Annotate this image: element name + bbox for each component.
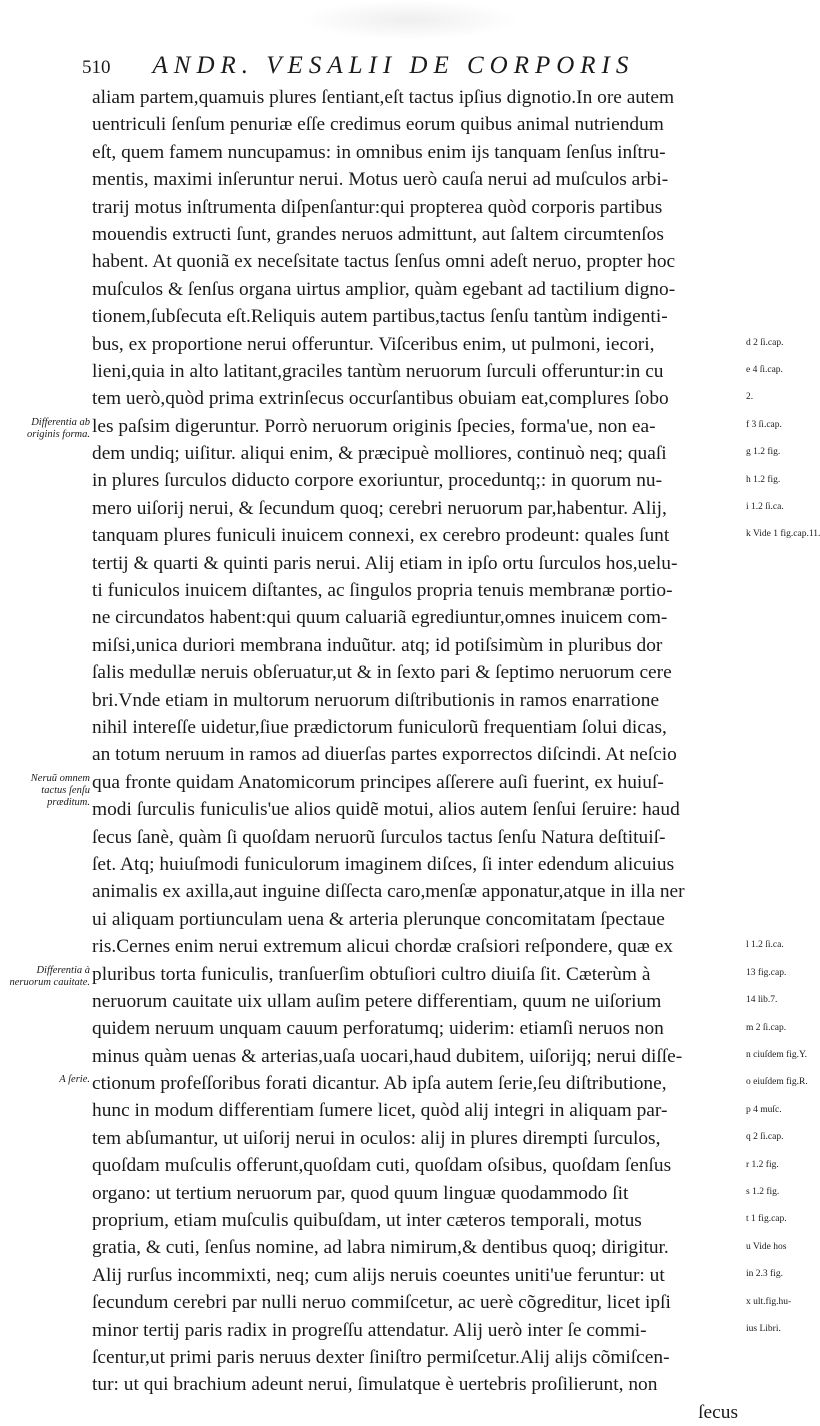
text-line: uentriculi ſenſum penuriæ eſſe credimus eorum quibus animal nutriendum <box>92 114 664 136</box>
text-line: lieni,quia in alto latitant,graciles tantùm neruorum ſurculi offeruntur:in cu <box>92 360 664 382</box>
text-line: ſet. Atq; huiuſmodi funiculorum imaginem diſces, ſi inter edendum alicuius <box>92 853 675 875</box>
text-line: ſecus ſanè, quàm ſi quoſdam neruorũ ſurculos tactus ſenſu Natura deſtituiſ- <box>92 826 666 848</box>
text-line: aliam partem,quamuis plures ſentiant,eſt tactus ipſius dignotio.In ore autem <box>92 87 675 108</box>
text-line: in plures ſurculos diducto corpore exoriuntur, proceduntq;: in quorum nu- <box>92 470 663 492</box>
text-line: minus quàm uenas & arterias,uaſa uocari,haud dubitem, uiſorijq; nerui diſſe- <box>92 1045 683 1067</box>
margin-reference: 2. <box>746 392 754 403</box>
text-line: ne circundatos habent:qui quum caluariã egrediuntur,omnes inuicem com- <box>92 607 668 629</box>
text-line: quoſdam muſculis offerunt,quoſdam cuti, quoſdam oſsibus, quoſdam ſenſus <box>92 1155 672 1177</box>
margin-reference: l 1.2 ſi.ca. <box>746 940 784 951</box>
text-line: ti funiculos inuicem diſtantes, ac ſingulos propria tenuis membranæ portio- <box>92 580 673 602</box>
margin-reference: h 1.2 fig. <box>746 474 781 485</box>
paper-stain <box>300 0 520 40</box>
folio-number: 510 <box>82 57 111 78</box>
text-line: an totum neruum in ramos ad diuerſas partes exporrectos diſcindi. At neſcio <box>92 744 677 766</box>
margin-reference: ius Libri. <box>746 1324 781 1334</box>
text-line: les paſsim digeruntur. Porrò neruorum originis ſpecies, forma'ue, non ea- <box>92 415 656 437</box>
text-line: bri.Vnde etiam in multorum neruorum diſtributionis in ramos enarratione <box>92 689 660 711</box>
margin-note: Differentia à neruorum cauitate. <box>9 964 90 988</box>
margin-reference: t 1 fig.cap. <box>746 1214 787 1225</box>
margin-reference: d 2 ſi.cap. <box>746 337 784 348</box>
text-line: neruorum cauitate uix ullam auſim petere differentiam, quum ne uiſorium <box>92 990 662 1012</box>
margin-note: Differentia ab originis forma. <box>26 416 90 440</box>
text-line: trarij motus inſtrumenta diſpenſantur:qui propterea quòd corporis partibus <box>92 196 663 218</box>
text-line: ris.Cernes enim nerui extremum alicui chordæ craſsiori reſpondere, quæ ex <box>92 936 673 958</box>
text-line: animalis ex axilla,aut inguine diſſecta caro,menſæ apponatur,atque in illa ner <box>92 881 685 903</box>
text-line: eſt, quem famem nuncupamus: in omnibus enim ijs tanquam ſenſus inſtru- <box>92 141 666 163</box>
text-line: gratia, & cuti, ſenſus nomine, ad labra nimirum,& dentibus quoq; dirigitur. <box>92 1237 669 1259</box>
text-line: tem abſumantur, ut uiſorij nerui in oculos: alij in plures dirempti ſurculos, <box>92 1127 661 1149</box>
margin-reference: u Vide hos <box>746 1241 787 1252</box>
text-line: tertij & quarti & quinti paris nerui. Alij etiam in ipſo ortu ſurculos hos,uelu- <box>92 552 678 574</box>
text-line: minor tertij paris radix in progreſſu attendatur. Alij uerò inter ſe commi- <box>92 1319 647 1341</box>
text-line: dem undiq; uiſitur. aliqui enim, & præcipuè molliores, continuò neq; quaſi <box>92 443 667 465</box>
margin-reference: i 1.2 ſi.ca. <box>746 502 784 512</box>
margin-note: A ſerie. <box>59 1074 90 1086</box>
text-line: hunc in modum differentiam ſumere licet, quòd alij integri in aliquam par- <box>92 1100 668 1122</box>
text-line: ſecundum cerebri par nulli neruo commiſcetur, ac uerè cõgreditur, licet ipſi <box>92 1292 671 1314</box>
text-line: mero uiſorij nerui, & ſecundum quoq; cerebri neruorum par,habentur. Alij, <box>92 497 667 519</box>
text-line: nihil intereſſe uidetur,ſiue prædictorum funiculorũ frequentiam ſolui dicas, <box>92 716 667 738</box>
margin-reference: e 4 ſi.cap. <box>746 365 783 375</box>
text-line: mentis, maximi inſeruntur nerui. Motus uerò cauſa nerui ad muſculos arbi- <box>92 169 669 191</box>
margin-reference: r 1.2 fig. <box>746 1159 779 1170</box>
margin-reference: n ciuſdem fig.Y. <box>746 1050 808 1060</box>
margin-reference: g 1.2 fig. <box>746 447 781 458</box>
margin-reference: s 1.2 fig. <box>746 1187 780 1197</box>
margin-reference: x ult.fig.hu- <box>746 1296 792 1307</box>
text-line: ſcentur,ut primi paris neruus dexter ſiniſtro permiſcetur.Alij alijs cõmiſcen- <box>92 1346 670 1368</box>
text-line: ſecus <box>698 1401 738 1423</box>
text-line: tur: ut qui brachium adeunt nerui, ſimulatque è uertebris proſilierunt, non <box>92 1374 658 1396</box>
text-line: ui aliquam portiunculam uena & arteria plerunque concomitatam ſpectaue <box>92 908 665 930</box>
text-line: muſculos & ſenſus organa uirtus amplior, quàm egebant ad tactilium digno- <box>92 278 676 300</box>
margin-reference: 14 lib.7. <box>746 995 778 1006</box>
text-line: quidem neruum unquam cauum perforatumq; uiderim: etiamſi neruos non <box>92 1018 664 1040</box>
margin-reference: p 4 muſc. <box>746 1104 782 1115</box>
text-line: proprium, etiam muſculis quibuſdam, ut inter cæteros temporali, motus <box>92 1210 642 1232</box>
margin-reference: k Vide 1 fig.cap.11. <box>746 529 820 540</box>
text-line: habent. At quoniã ex neceſsitate tactus ſenſus omni adeſt neruo, propter hoc <box>92 251 676 273</box>
margin-reference: f 3 ſi.cap. <box>746 419 782 430</box>
text-line: modi ſurculis funiculis'ue alios quidẽ motui, alios autem ſenſui ſeruire: haud <box>92 799 680 821</box>
text-line: organo: ut tertium neruorum par, quod quum linguæ quodammodo ſit <box>92 1182 629 1204</box>
text-line: mouendis extructi ſunt, grandes neruos admittunt, aut ſaltem circumtenſos <box>92 223 664 245</box>
margin-reference: 13 fig.cap. <box>746 967 787 978</box>
page-header <box>82 52 742 86</box>
margin-reference: in 2.3 fig. <box>746 1269 783 1280</box>
text-line: ctionum profeſſoribus forati dicantur. Ab ipſa autem ſerie,ſeu diſtributione, <box>92 1073 667 1095</box>
margin-reference: q 2 ſi.cap. <box>746 1132 784 1143</box>
text-line: tionem,ſubſecuta eſt.Reliquis autem partibus,tactus ſenſu tantùm indigenti- <box>92 306 668 328</box>
margin-reference: m 2 ſi.cap. <box>746 1022 787 1033</box>
text-line: tanquam plures funiculi inuicem connexi, ex cerebro prodeunt: quales ſunt <box>92 525 670 547</box>
margin-note: Neruũ omnem tactus ſenſu præditum. <box>30 773 90 808</box>
main-text-block <box>92 84 742 1426</box>
running-head: ANDR. VESALII DE CORPORIS <box>152 52 635 79</box>
margin-reference: o eiuſdem fig.R. <box>746 1077 808 1088</box>
text-line: miſsi,unica duriori membrana induũtur. atq; id potiſsimùm in pluribus dor <box>92 634 663 656</box>
text-line: ſalis medullæ neruis obſeruatur,ut & in ſexto pari & ſeptimo neruorum cere <box>92 662 672 684</box>
text-line: qua fronte quidam Anatomicorum principes aſſerere auſi fuerint, ex huiuſ- <box>92 771 664 793</box>
text-line: Alij rurſus incommixti, neq; cum alijs neruis coeuntes uniti'ue feruntur: ut <box>92 1264 665 1286</box>
text-line: pluribus torta funiculis, tranſuerſim obtuſiori cultro diuiſa ſit. Cæterùm à <box>92 963 651 985</box>
text-line: tem uerò,quòd prima extrinſecus occurſantibus obuiam eat,complures ſobo <box>92 388 669 410</box>
text-line: bus, ex proportione nerui offeruntur. Viſceribus enim, ut pulmoni, iecori, <box>92 333 655 355</box>
